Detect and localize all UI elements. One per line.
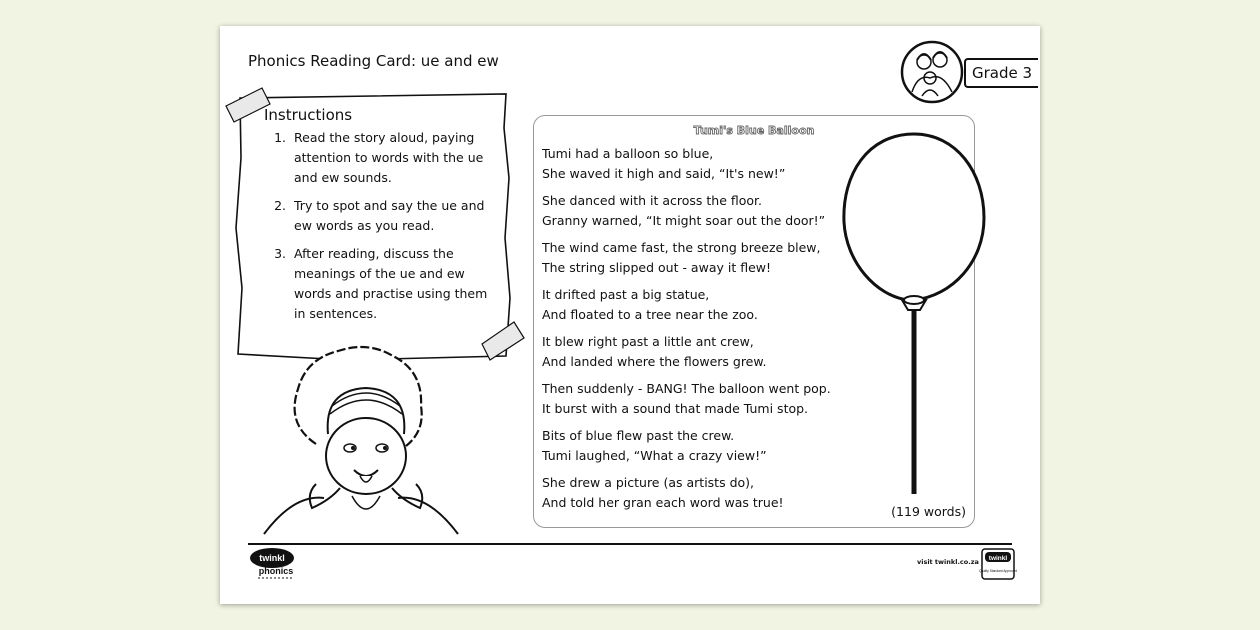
story-verse: [542, 238, 842, 278]
verse-line: Tumi laughed, “What a crazy view!”: [542, 448, 767, 463]
badge-line1: twinkl: [988, 555, 1008, 562]
instruction-text: Read the story aloud, paying attention to words with the ue and ew sounds.: [294, 130, 484, 185]
instructions-panel: [264, 106, 496, 332]
instruction-number: 3.: [274, 246, 286, 261]
instructions-title: Instructions: [264, 106, 353, 124]
instruction-item: [264, 196, 496, 236]
verse-line: And told her gran each word was true!: [542, 495, 784, 510]
story-verse: [542, 332, 842, 372]
story-title: Tumi's Blue Balloon: [693, 124, 815, 137]
verse-line: She danced with it across the floor.: [542, 193, 763, 208]
verse-line: She drew a picture (as artists do),: [542, 475, 754, 490]
balloon-illustration: [834, 126, 994, 496]
twinkl-phonics-logo: [248, 548, 308, 580]
verse-line: It blew right past a little ant crew,: [542, 334, 754, 349]
story-verse: [542, 473, 842, 513]
verse-line: Bits of blue flew past the crew.: [542, 428, 735, 443]
instruction-item: [264, 244, 496, 324]
visit-url: visit twinkl.co.za: [917, 558, 979, 566]
instruction-number: 2.: [274, 198, 286, 213]
verse-line: Granny warned, “It might soar out the door!”: [542, 213, 826, 228]
logo-line2: phonics: [258, 566, 294, 576]
logo-line1: twinkl: [259, 553, 285, 563]
verse-line: The string slipped out - away it flew!: [542, 260, 771, 275]
story-verses: [542, 144, 842, 520]
verse-line: She waved it high and said, “It's new!”: [542, 166, 786, 181]
verse-line: It drifted past a big statue,: [542, 287, 710, 302]
story-verse: [542, 285, 842, 325]
story-verse: [542, 191, 842, 231]
badge-line2: Quality Standard Approved: [978, 569, 1018, 573]
verse-line: And landed where the flowers grew.: [542, 354, 767, 369]
story-verse: [542, 144, 842, 184]
quality-standard-badge: [978, 548, 1018, 580]
verse-line: Then suddenly - BANG! The balloon went pop.: [542, 381, 831, 396]
verse-line: The wind came fast, the strong breeze blew,: [542, 240, 821, 255]
instruction-number: 1.: [274, 130, 286, 145]
verse-line: And floated to a tree near the zoo.: [542, 307, 758, 322]
instructions-list: [264, 128, 496, 324]
worksheet-card: [220, 26, 1040, 604]
instruction-text: After reading, discuss the meanings of the ue and ew words and practise using them in sentences.: [294, 246, 488, 321]
story-verse: [542, 379, 842, 419]
footer-divider: [248, 543, 1012, 545]
child-illustration: [256, 344, 466, 534]
story-panel: [533, 115, 975, 528]
word-count: (119 words): [891, 504, 966, 519]
family-illustration: [900, 40, 964, 104]
page-title: Phonics Reading Card: ue and ew: [248, 52, 499, 70]
verse-line: It burst with a sound that made Tumi stop.: [542, 401, 809, 416]
instruction-text: Try to spot and say the ue and ew words as you read.: [294, 198, 485, 233]
grade-label: Grade 3: [964, 58, 1038, 88]
instruction-item: [264, 128, 496, 188]
verse-line: Tumi had a balloon so blue,: [542, 146, 714, 161]
story-verse: [542, 426, 842, 466]
